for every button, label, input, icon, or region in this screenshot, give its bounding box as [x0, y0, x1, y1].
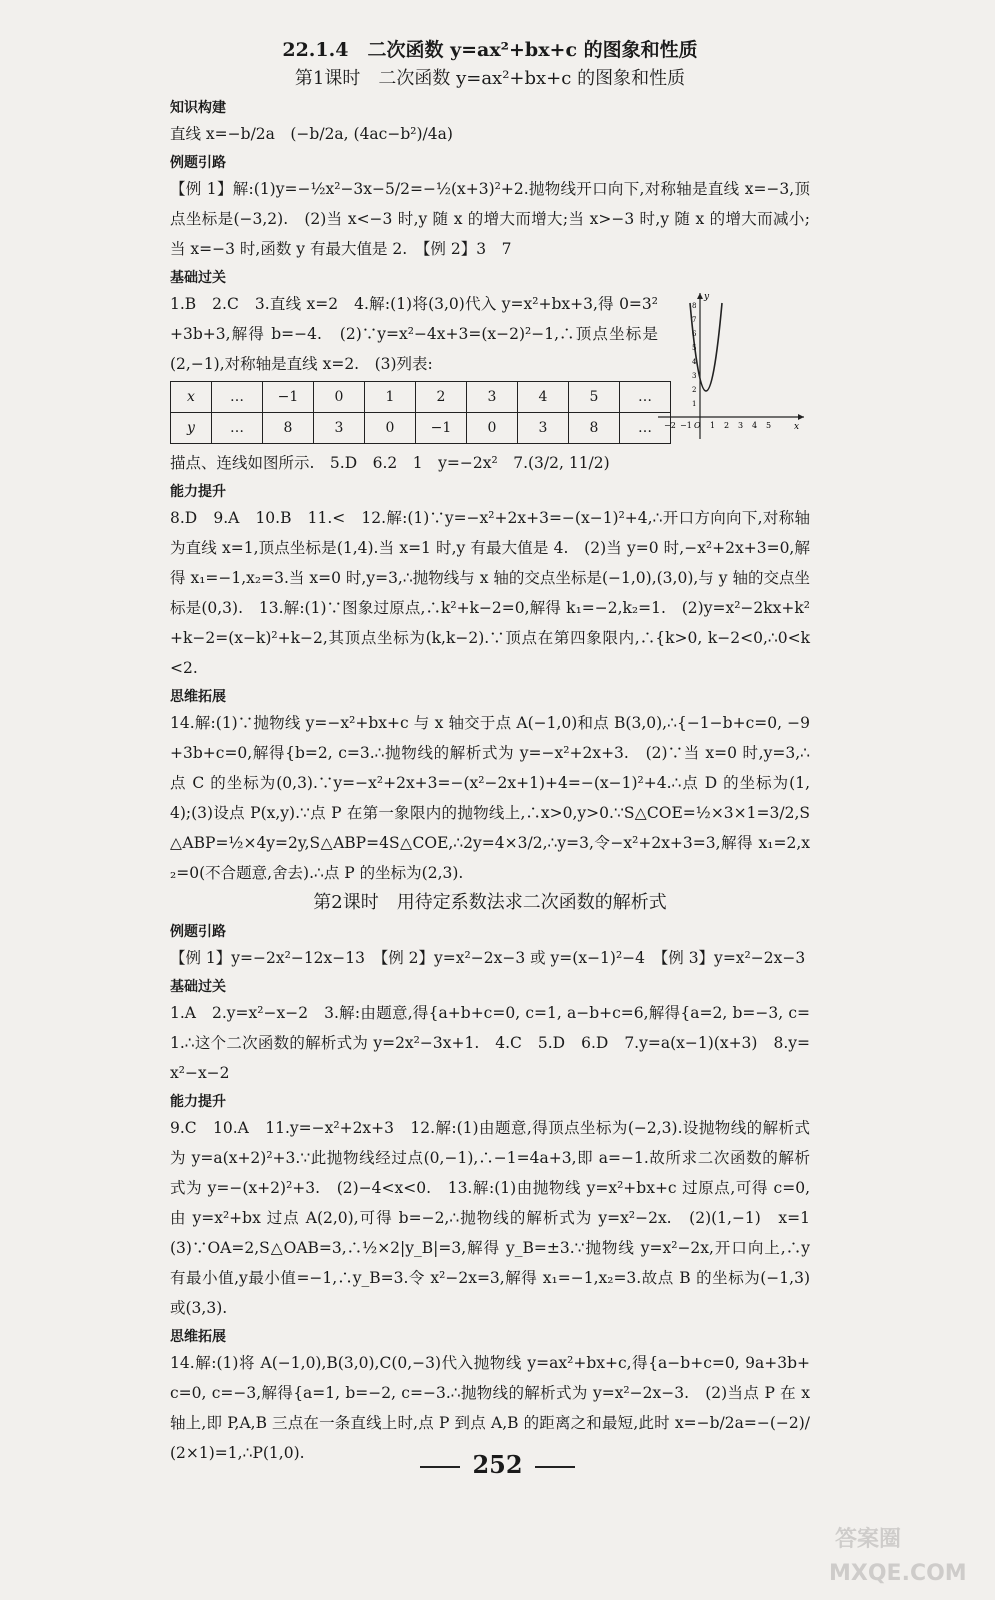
watermark-text: MXQE.COM: [829, 1561, 967, 1586]
l1-liti-text: 【例 1】解:(1)y=−½x²−3x−5/2=−½(x+3)²+2.抛物线开口向下,对称轴是直线 x=−3,顶点坐标是(−3,2). (2)当 x<−3 时,y 随 x 的增大而增大;当 x>−3 时,y 随 x 的增大而减小;当 x=−3 时,函数 y 有最大值是 2. 【例 2】3 7: [170, 180, 810, 258]
y-tick: 8: [692, 302, 697, 310]
table-cell: …: [212, 413, 263, 444]
page-number-dash-left: [420, 1466, 460, 1468]
heading-liti: 例题引路: [170, 155, 226, 171]
page: [170, 36, 826, 1468]
table-row-x: [171, 382, 671, 413]
table-cell: 0: [314, 382, 365, 413]
table-cell: 4: [518, 382, 569, 413]
x-axis-label: x: [794, 422, 800, 432]
table-header-y: y: [171, 413, 212, 444]
lesson2-title: 第2课时 用待定系数法求二次函数的解析式: [313, 892, 667, 913]
x-tick: 3: [738, 421, 744, 430]
table-row-y: [171, 413, 671, 444]
heading-zhishi: 知识构建: [170, 100, 226, 116]
table-cell: …: [620, 413, 671, 444]
page-number-dash-right: [535, 1466, 575, 1468]
heading-siwei-2: 思维拓展: [170, 1329, 226, 1345]
table-cell: 3: [467, 382, 518, 413]
y-tick: 6: [692, 330, 697, 338]
table-cell: 0: [467, 413, 518, 444]
table-cell: 0: [365, 413, 416, 444]
value-table: [170, 381, 671, 444]
lesson1-title: 第1课时 二次函数 y=ax²+bx+c 的图象和性质: [294, 68, 686, 89]
x-tick: −1: [680, 421, 692, 430]
table-cell: 8: [263, 413, 314, 444]
table-cell: 5: [569, 382, 620, 413]
heading-nengli: 能力提升: [170, 484, 226, 500]
table-cell: −1: [416, 413, 467, 444]
l1-zhishi-text: 直线 x=−b/2a (−b/2a, (4ac−b²)/4a): [170, 125, 453, 143]
watermark-logo: [825, 1510, 975, 1590]
heading-nengli-2: 能力提升: [170, 1094, 226, 1110]
l2-nengli-text: 9.C 10.A 11.y=−x²+2x+3 12.解:(1)由题意,得顶点坐标为(−2,3).设抛物线的解析式为 y=a(x+2)²+3.∵此抛物线经过点(0,−1),∴−1=4a+3,即 a=−1.故所求二次函数的解析式为 y=−(x+2)²+3. (2)−4<x<0. 13.解:(1)由抛物线 y=x²+bx+c 过原点,可得 c=0,由 y=x²+bx 过点 A(2,0),可得 b=−2,∴抛物线的解析式为 y=x²−2x. (2)(1,−1) x=1 (3)∵OA=2,S△OAB=3,∴½×2|y_B|=3,解得 y_B=±3.∵抛物线 y=x²−2x,开口向上,∴y 有最小值,y最小值=−1,∴y_B=3.令 x²−2x=3,解得 x₁=−1,x₂=3.故点 B 的坐标为(−1,3)或(3,3).: [170, 1119, 826, 1317]
l1-nengli-text: 8.D 9.A 10.B 11.< 12.解:(1)∵y=−x²+2x+3=−(x−1)²+4,∴开口方向向下,对称轴为直线 x=1,顶点坐标是(1,4).当 x=1 时,y 有最大值是 4. (2)当 y=0 时,−x²+2x+3=0,解得 x₁=−1,x₂=3.当 x=0 时,y=3,∴抛物线与 x 轴的交点坐标是(−1,0),(3,0),与 y 轴的交点坐标是(0,3). 13.解:(1)∵图象过原点,∴k²+k−2=0,解得 k₁=−2,k₂=1. (2)y=x²−2kx+k²+k−2=(x−k)²+k−2,其顶点坐标为(k,k−2).∵顶点在第四象限内,∴{k>0, k−2<0,∴0<k<2.: [170, 509, 810, 677]
table-cell: …: [212, 382, 263, 413]
y-axis-label: y: [704, 292, 710, 302]
y-axis-arrow: [697, 293, 703, 299]
y-tick: 3: [692, 372, 697, 380]
watermark-logo-text: 答案圈: [835, 1527, 902, 1552]
y-tick: 1: [692, 400, 697, 408]
page-number-text: 252: [472, 1450, 523, 1479]
l2-siwei-text: 14.解:(1)将 A(−1,0),B(3,0),C(0,−3)代入抛物线 y=ax²+bx+c,得{a−b+c=0, 9a+3b+c=0, c=−3,解得{a=1, b=−2, c=−3.∴抛物线的解析式为 y=x²−2x−3. (2)当点 P 在 x 轴上,即 P,A,B 三点在一条直线上时,点 P 到点 A,B 的距离之和最短,此时 x=−b/2a=−(−2)/(2×1)=1,∴P(1,0).: [170, 1354, 810, 1462]
origin-label: O: [694, 421, 701, 430]
page-number: [0, 1450, 995, 1479]
heading-siwei: 思维拓展: [170, 689, 226, 705]
l1-jichu-after: 描点、连线如图所示. 5.D 6.2 1 y=−2x² 7.(3/2, 11/2): [170, 454, 610, 472]
heading-liti-2: 例题引路: [170, 924, 226, 940]
x-tick: 1: [710, 421, 716, 430]
table-cell: 3: [518, 413, 569, 444]
parabola-graph: [658, 289, 808, 439]
l1-jichu-text: 1.B 2.C 3.直线 x=2 4.解:(1)将(3,0)代入 y=x²+bx+3,得 0=3²+3b+3,解得 b=−4. (2)∵y=x²−4x+3=(x−2)²−1,∴顶点坐标是(2,−1),对称轴是直线 x=2. (3)列表:: [170, 295, 658, 373]
table-cell: 1: [365, 382, 416, 413]
l1-siwei-text: 14.解:(1)∵抛物线 y=−x²+bx+c 与 x 轴交于点 A(−1,0)和点 B(3,0),∴{−1−b+c=0, −9+3b+c=0,解得{b=2, c=3.∴抛物线的解析式为 y=−x²+2x+3. (2)∵当 x=0 时,y=3,∴点 C 的坐标为(0,3).∵y=−x²+2x+3=−(x²−2x+1)+4=−(x−1)²+4.∴点 D 的坐标为(1,4);(3)设点 P(x,y).∵点 P 在第一象限内的抛物线上,∴x>0,y>0.∵S△COE=½×3×1=3/2,S△ABP=½×4y=2y,S△ABP=4S△COE,∴2y=4×3/2,∴y=3,令−x²+2x+3=3,解得 x₁=2,x₂=0(不合题意,舍去).∴点 P 的坐标为(2,3).: [170, 714, 810, 882]
x-tick: 2: [724, 421, 730, 430]
y-tick: 4: [692, 358, 697, 366]
l2-jichu-text: 1.A 2.y=x²−x−2 3.解:由题意,得{a+b+c=0, c=1, a−b+c=6,解得{a=2, b=−3, c=1.∴这个二次函数的解析式为 y=2x²−3x+1. 4.C 5.D 6.D 7.y=a(x−1)(x+3) 8.y=x²−x−2: [170, 1004, 810, 1082]
table-cell: −1: [263, 382, 314, 413]
x-tick: 5: [766, 421, 772, 430]
l2-liti-text: 【例 1】y=−2x²−12x−13 【例 2】y=x²−2x−3 或 y=(x−1)²−4 【例 3】y=x²−2x−3: [170, 949, 806, 967]
y-tick: 2: [692, 386, 697, 394]
heading-jichu-2: 基础过关: [170, 979, 226, 995]
table-cell: …: [620, 382, 671, 413]
y-tick: 7: [692, 316, 697, 324]
y-tick: 5: [692, 344, 697, 352]
x-tick: −2: [664, 421, 676, 430]
table-cell: 8: [569, 413, 620, 444]
table-header-x: x: [171, 382, 212, 413]
x-tick: 4: [752, 421, 758, 430]
table-cell: 3: [314, 413, 365, 444]
heading-jichu: 基础过关: [170, 270, 226, 286]
x-axis-arrow: [798, 414, 804, 420]
section-title: 22.1.4 二次函数 y=ax²+bx+c 的图象和性质: [282, 39, 698, 61]
table-cell: 2: [416, 382, 467, 413]
l1-jichu-block: [170, 289, 810, 444]
